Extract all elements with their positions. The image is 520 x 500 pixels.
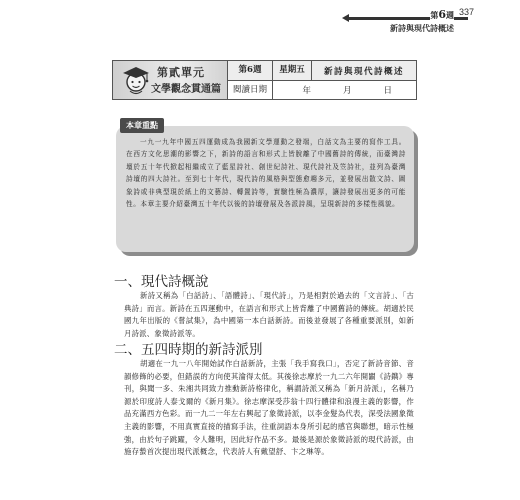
unit-label-box [113,61,228,99]
unit-subtitle: 文學觀念貫通篇 [151,84,221,95]
week-prefix: 第 [430,10,439,20]
key-points-text: 一九一九年中國五四運動成為我國新文學運動之發端，白話文為主要的寫作工具。在西方文化思潮的影響之下，新詩的語言和形式上皆脫離了中國舊詩的傳統，而臺灣詩壇於五十年代掀起相繼成立了藍星詩社、創世紀詩社、現代詩社及笠詩社，並列為臺灣詩壇的四大詩社。至到七十年代，現代詩的風格與型態愈趨多元，並發展出散文詩、圖象詩或非典型現於紙上的文藝詩、轉置詩等，實驗性極為濃厚，讓詩發展出更多的可能性。本章主要介紹臺灣五十年代以後的詩壇發展及各派詩風，呈現新詩的多樣性風貌。 [126,138,406,209]
week-cell: 第6週 [228,61,273,80]
read-date-field [273,84,416,96]
section-2-paragraph: 胡適在一九一八年開始試作白話新詩，主張「我手寫我口」，否定了新詩音節、音韻修飾的必要，但錯誤的方向使其淪得太低。其後徐志摩於一九二六年開闢《詩鐫》專刊，與聞一多、朱湘共同致力推動新詩格律化，稱謂詩派又稱為「新月詩派」，名稱乃源於印度詩人泰戈爾的《新月集》。徐志摩深受莎翁十四行體律和浪漫主義的影響，作品充滿西方色彩。而一九二一年左右興起了象徵詩派，以李金髮為代表，深受法國象徵主義的影響，不用真實直接的描寫手法，往重詞語本身所引起的感官與聯想，暗示性極強，由於句子跳躍，令人難明，因此好作品不多。最後是源於象徵詩派的現代詩派，由施存蟄首次提出現代派概念，代表詩人有戴望舒、卞之琳等。 [124,359,414,457]
banner-row-topic [228,61,416,81]
day-cell: 星期五 [273,61,312,80]
week-number: 6 [438,8,446,21]
page-number: 337 [458,7,474,17]
banner-info-table [228,61,416,99]
section-heading-2: 二、五四時期的新詩派別 [114,342,263,358]
week-suffix: 週 [446,10,454,20]
key-points-tab: 本章重點 [120,118,164,133]
year-label: 年 [302,86,311,96]
unit-banner [112,60,417,100]
topic-cell: 新詩與現代詩概述 [323,66,404,77]
day-label: 日 [383,86,392,96]
banner-row-date [228,81,416,99]
running-header [330,4,474,44]
unit-title: 第貳單元 [157,66,205,79]
read-date-label: 閱讀日期 [228,81,273,99]
month-label: 月 [342,86,352,96]
running-header-title: 新詩與現代詩概述 [390,23,454,33]
running-header-week [430,8,454,21]
graduate-student-icon [121,64,151,96]
section-heading-1: 一、現代詩概說 [114,274,209,290]
section-1-paragraph: 新詩又稱為「白話詩」、「語體詩」、「現代詩」，乃是相對於過去的「文言詩」、「古典詩」而言。新詩在五四運動中，在語言和形式上皆背離了中國舊詩的傳統。胡適於民國九年出版的《嘗試集》，為中國第一本白話新詩。而後並發展了各種重要派別，如新月詩派、象徵詩派等。 [124,291,414,338]
